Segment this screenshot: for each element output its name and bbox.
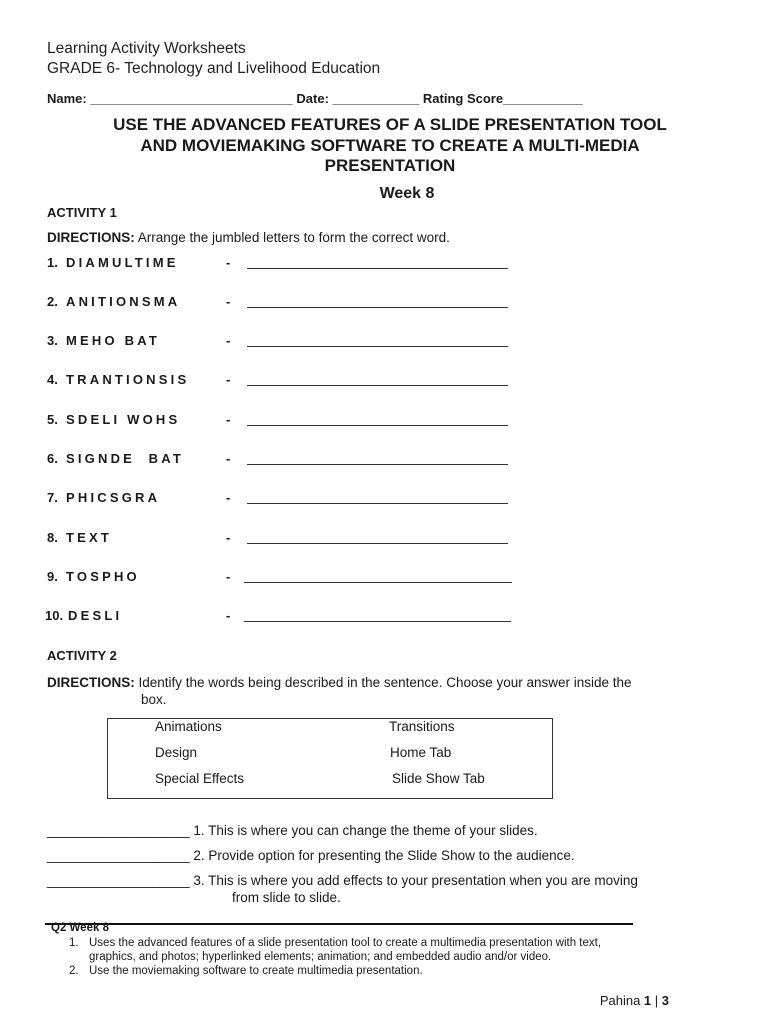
answer-blank[interactable]	[247, 385, 508, 386]
item-number: 2.	[47, 294, 58, 309]
objectives-label: Q2 Week 8	[51, 922, 109, 934]
question-3	[47, 873, 638, 888]
answer-blank[interactable]	[247, 307, 508, 308]
question-2	[47, 848, 575, 863]
choice-special-effects: Special Effects	[155, 771, 245, 786]
question-text: 2. Provide option for presenting the Slide Show to the audience.	[189, 848, 575, 863]
jumbled-word: DIAMULTIME	[66, 255, 179, 270]
week-label: Week 8	[379, 185, 435, 202]
directions-label: DIRECTIONS:	[47, 230, 135, 245]
item-dash: -	[226, 569, 231, 584]
section-divider	[45, 923, 633, 925]
answer-blank[interactable]	[247, 425, 508, 426]
activity-2-directions	[47, 675, 632, 690]
answer-blank[interactable]: ___________________	[47, 873, 190, 888]
item-dash: -	[226, 255, 231, 270]
current-page: 1	[643, 993, 652, 1008]
item-dash: -	[226, 490, 231, 505]
answer-blank[interactable]	[247, 346, 508, 347]
item-dash: -	[226, 530, 231, 545]
answer-blank[interactable]	[247, 503, 508, 504]
worksheet-title	[40, 115, 740, 177]
directions-text: Identify the words being described in the sentence. Choose your answer inside the	[134, 675, 632, 690]
item-dash: -	[226, 608, 231, 623]
item-number: 5.	[47, 412, 58, 427]
answer-choices-box	[107, 718, 553, 799]
jumbled-word: ANITIONSMA	[66, 294, 181, 309]
answer-blank[interactable]	[247, 543, 508, 544]
title-line-3: PRESENTATION	[324, 156, 456, 175]
choice-home-tab: Home Tab	[390, 745, 452, 760]
answer-blank[interactable]	[244, 621, 511, 622]
objective-text: Use the moviemaking software to create multimedia presentation.	[89, 965, 423, 977]
choice-slide-show-tab: Slide Show Tab	[392, 771, 485, 786]
item-number: 10.	[45, 608, 64, 623]
item-number: 7.	[47, 490, 58, 505]
page-number	[600, 993, 669, 1008]
answer-blank[interactable]: ___________________	[47, 848, 190, 863]
choice-transitions: Transitions	[389, 719, 455, 734]
item-dash: -	[226, 372, 231, 387]
answer-blank[interactable]: ___________________	[47, 823, 190, 838]
item-number: 9.	[47, 569, 58, 584]
directions-label: DIRECTIONS:	[47, 675, 135, 690]
objective-number: 2.	[69, 965, 79, 977]
item-dash: -	[226, 451, 231, 466]
page-prefix: Pahina	[599, 993, 644, 1008]
question-text: 3. This is where you add effects to your presentation when you are moving	[189, 873, 638, 888]
grade-subject: GRADE 6- Technology and Livelihood Education	[47, 60, 381, 77]
directions-text: Arrange the jumbled letters to form the correct word.	[134, 230, 450, 245]
page-separator: |	[651, 993, 662, 1008]
objective-text: Uses the advanced features of a slide presentation tool to create a multimedia presentation with text,	[89, 937, 602, 949]
objective-text-cont: graphics, and photos; hyperlinked elements; animation; and embedded audio and/or video.	[89, 951, 552, 963]
worksheet-series-title: Learning Activity Worksheets	[47, 40, 246, 57]
answer-blank[interactable]	[247, 464, 508, 465]
item-number: 6.	[47, 451, 58, 466]
activity-2-heading: ACTIVITY 2	[47, 648, 117, 663]
jumbled-word: TOSPHO	[66, 569, 140, 584]
jumbled-word: TEXT	[66, 530, 113, 545]
choice-design: Design	[155, 745, 198, 760]
item-dash: -	[226, 294, 231, 309]
jumbled-word: SIGNDE BAT	[66, 451, 185, 466]
question-1	[47, 823, 538, 838]
choice-animations: Animations	[155, 719, 222, 734]
activity-1-directions	[47, 230, 450, 245]
jumbled-word: DESLI	[68, 608, 123, 623]
item-dash: -	[226, 412, 231, 427]
answer-blank[interactable]	[244, 582, 512, 583]
activity-2-directions-cont: box.	[141, 692, 167, 707]
name-date-score-line: Name: ____________________________ Date: ____________ Rating Score___________	[47, 91, 583, 106]
question-text: 1. This is where you can change the theme of your slides.	[189, 823, 538, 838]
objective-number: 1.	[69, 937, 79, 949]
question-3-cont: from slide to slide.	[232, 890, 341, 905]
jumbled-word: MEHO BAT	[66, 333, 160, 348]
title-line-1: USE THE ADVANCED FEATURES OF A SLIDE PRESENTATION TOOL	[113, 115, 667, 134]
total-pages: 3	[661, 993, 669, 1008]
item-number: 8.	[47, 530, 58, 545]
item-number: 4.	[47, 372, 58, 387]
item-number: 3.	[47, 333, 58, 348]
jumbled-word: TRANTIONSIS	[66, 372, 190, 387]
item-dash: -	[226, 333, 231, 348]
answer-blank[interactable]	[247, 268, 508, 269]
title-line-2: AND MOVIEMAKING SOFTWARE TO CREATE A MULTI-MEDIA	[140, 135, 640, 155]
jumbled-word: PHICSGRA	[66, 490, 161, 505]
activity-1-heading: ACTIVITY 1	[47, 205, 117, 220]
item-number: 1.	[47, 255, 58, 270]
jumbled-word: SDELI WOHS	[66, 412, 181, 427]
